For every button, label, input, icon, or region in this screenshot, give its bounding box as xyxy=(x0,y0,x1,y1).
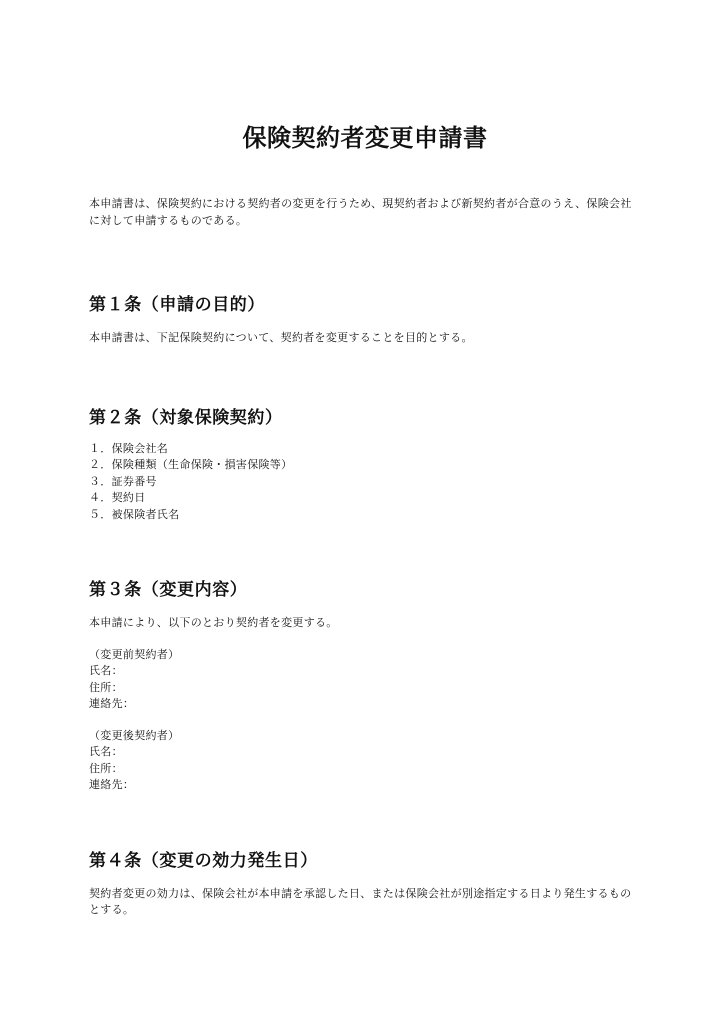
before-contractor-block xyxy=(89,647,637,713)
before-name-field: 氏名： xyxy=(89,664,123,677)
section-1 xyxy=(89,290,637,347)
section-4 xyxy=(89,846,637,919)
before-contact-field: 連絡先： xyxy=(89,697,135,710)
section-1-heading: 第１条（申請の目的） xyxy=(89,295,265,315)
section-2 xyxy=(89,403,637,524)
list-item: ４．契約日 xyxy=(89,491,146,504)
section-1-body: 本申請書は、下記保険契約について、契約者を変更することを目的とする。 xyxy=(89,331,473,344)
list-item: ３．証券番号 xyxy=(89,474,157,488)
after-address-field: 住所： xyxy=(89,761,123,775)
document-body xyxy=(89,118,637,919)
after-contractor-block xyxy=(89,728,637,794)
list-item: ２．保険種類（生命保険・損害保険等） xyxy=(89,458,293,471)
before-address-field: 住所： xyxy=(89,680,123,694)
section-3-body: 本申請により、以下のとおり契約者を変更する。 xyxy=(89,616,338,629)
section-3 xyxy=(89,575,637,794)
section-4-heading: 第４条（変更の効力発生日） xyxy=(89,850,318,871)
insurance-contract-list xyxy=(89,441,637,524)
section-3-heading: 第３条（変更内容） xyxy=(89,580,248,600)
after-name-field: 氏名： xyxy=(89,745,123,758)
section-4-body: 契約者変更の効力は、保険会社が本申請を承認した日、または保険会社が別途指定する日より発生するものとする。 xyxy=(89,886,632,916)
document-title: 保険契約者変更申請書 xyxy=(242,124,488,152)
section-2-heading: 第２条（対象保険契約） xyxy=(89,407,283,428)
list-item: ５．被保険者氏名 xyxy=(89,507,180,521)
list-item: １．保険会社名 xyxy=(89,441,169,455)
after-contact-field: 連絡先： xyxy=(89,778,135,791)
intro-paragraph: 本申請書は、保険契約における契約者の変更を行うため、現契約者および新契約者が合意のうえ、保険会社に対して申請するものである。 xyxy=(89,197,632,227)
after-contractor-label: （変更後契約者） xyxy=(89,728,180,742)
before-contractor-label: （変更前契約者） xyxy=(89,647,180,661)
